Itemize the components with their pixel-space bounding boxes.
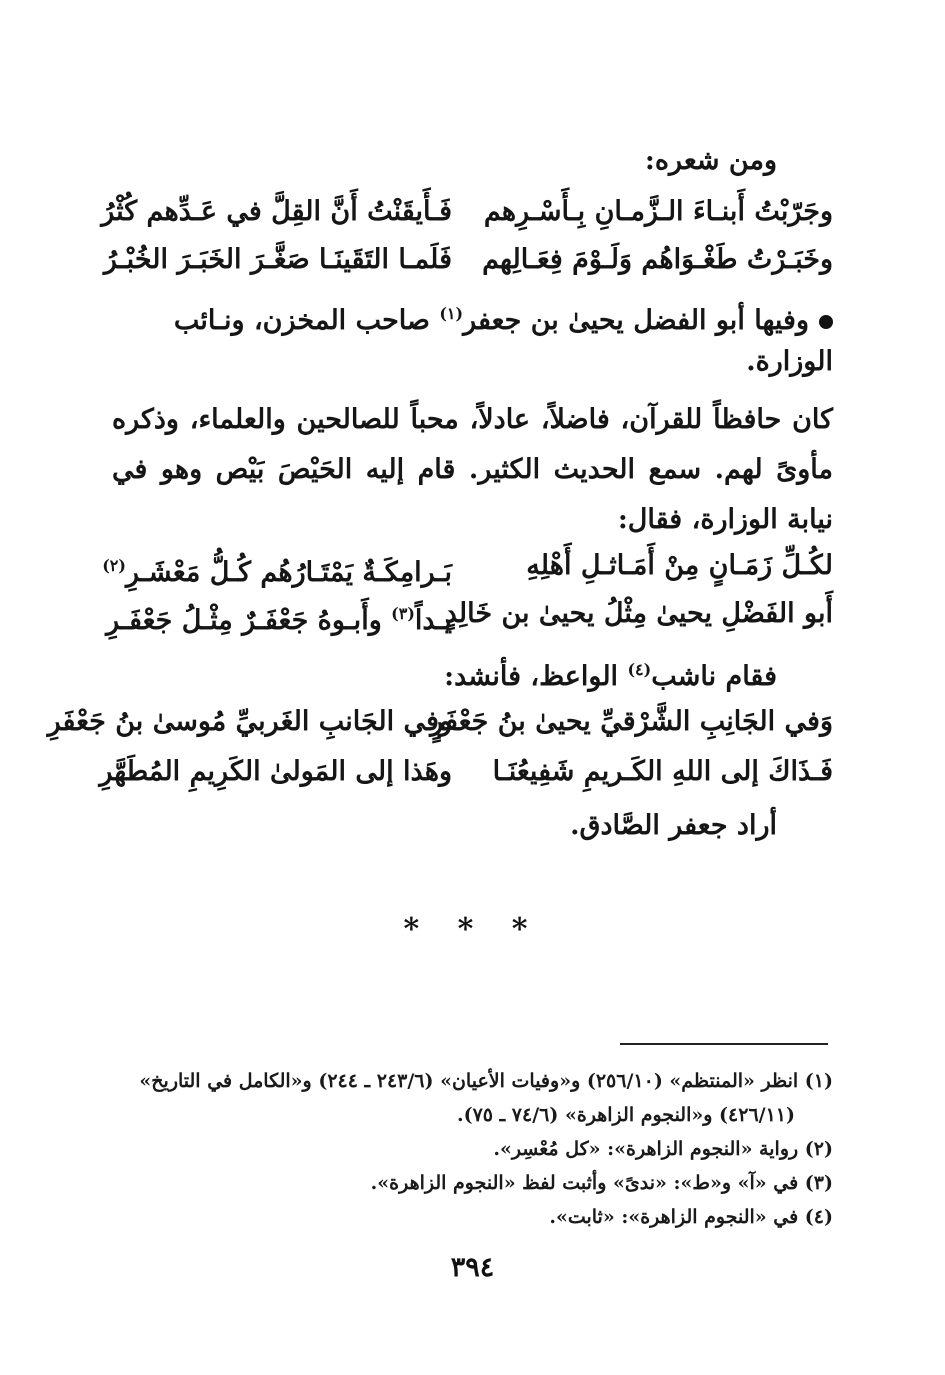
footnote-1-continued: (٤٢٦/١١) و«النجوم الزاهرة» (٧٤/٦ ـ ٧٥). (456, 1104, 795, 1126)
heading-continuation: الوزارة. (746, 346, 833, 377)
footnote-ref-2: (٢) (102, 556, 126, 575)
poem-intro: ومن شعره: (644, 145, 777, 176)
footnote-4: (٤) في «النجوم الزاهرة»: «ثابت». (549, 1206, 833, 1228)
verse-5-first-hemistich: وَفي الجَانِبِ الشَّرْقيِّ يحيىٰ بنُ جَعْفَرٍ (430, 706, 833, 737)
footnote-1: (١) انظر «المنتظم» (٢٥٦/١٠) و«وفيات الأعيان» (٢٤٣/٦ ـ ٢٤٤) و«الكامل في التاريخ» (139, 1070, 833, 1092)
footnote-ref-3: (٣) (391, 604, 415, 623)
verse-4-first-hemistich: أَبو الفَضْلِ يحيىٰ مِثْلُ يحيىٰ بن خَالِدٍ (444, 598, 833, 629)
verse-3-second-hemistich: بَـرامِكَـةٌ يَمْتَـارُهُم كُـلُّ مَعْشَـرِ$^{(٢)}$ (102, 556, 452, 588)
closing-note: أراد جعفر الصَّادق. (570, 810, 777, 841)
verse-3-first-hemistich: لكُـلِّ زَمَـانٍ مِنْ أَمَـاثـلِ أَهْلِهِ (526, 550, 833, 581)
verse-6-first-hemistich: فَـذَاكَ إلى اللهِ الكَـريمِ شَفِيعُنَـا (492, 756, 833, 787)
footnote-rule (620, 1043, 828, 1045)
biography-entry-heading: وفيها أبو الفضل يحيىٰ بن جعفر$^{(١)}$ صاحب المخزن، ونـائب (112, 294, 833, 341)
footnote-ref-1: (١) (439, 304, 464, 323)
verse-1-first-hemistich: وجَرّبْتُ أَبنـاءَ الـزَّمـانِ بِـأَسْـرِهم (483, 196, 833, 227)
verse-1-second-hemistich: فَـأَيقَنْتُ أَنَّ القِلَّ في عَـدِّهم كُثْرُ (101, 196, 452, 227)
section-separator: * * * (403, 912, 542, 947)
footnote-ref-4: (٤) (627, 660, 652, 679)
footnote-3: (٣) في «آ» و«ط»: «ندىً» وأثبت لفظ «النجوم الزاهرة». (370, 1172, 833, 1194)
poem-intro-2: فقام ناشب$^{(٤)}$ الواعظ، فأنشد: (444, 660, 777, 692)
biography-paragraph: كان حافظاً للقرآن، فاضلاً، عادلاً، محباً للصالحين والعلماء، وذكره مأوىً لهم. سمع الحديث الكثير. قام إليه الحَيْصَ بَيْص وهو في نيابة الوزارة، فقال: (112, 404, 833, 535)
verse-4-second-hemistich: يـداً$^{(٣)}$ وأَبـوهُ جَعْفَـرٌ مِثْـلُ جَعْفَـرِ (106, 604, 452, 636)
verse-2-first-hemistich: وخَبَـرْتُ طَغْـوَاهُم وَلَـوْمَ فِعَـالِهم (482, 244, 833, 275)
verse-2-second-hemistich: فَلَمـا التَقَينَـا صَغَّـرَ الخَبَـرَ الخُبْـرُ (103, 244, 452, 275)
page-number: ٣٩٤ (450, 1252, 495, 1283)
footnote-2: (٢) رواية «النجوم الزاهرة»: «كل مُعْسِر». (493, 1138, 833, 1160)
verse-5-second-hemistich: وفي الجَانبِ الغَربيِّ مُوسىٰ بنُ جَعْفَرِ (47, 706, 452, 737)
bullet-icon (819, 315, 833, 329)
verse-6-second-hemistich: وهَذا إلى المَولىٰ الكَرِيمِ المُطَهَّرِ (99, 756, 452, 787)
